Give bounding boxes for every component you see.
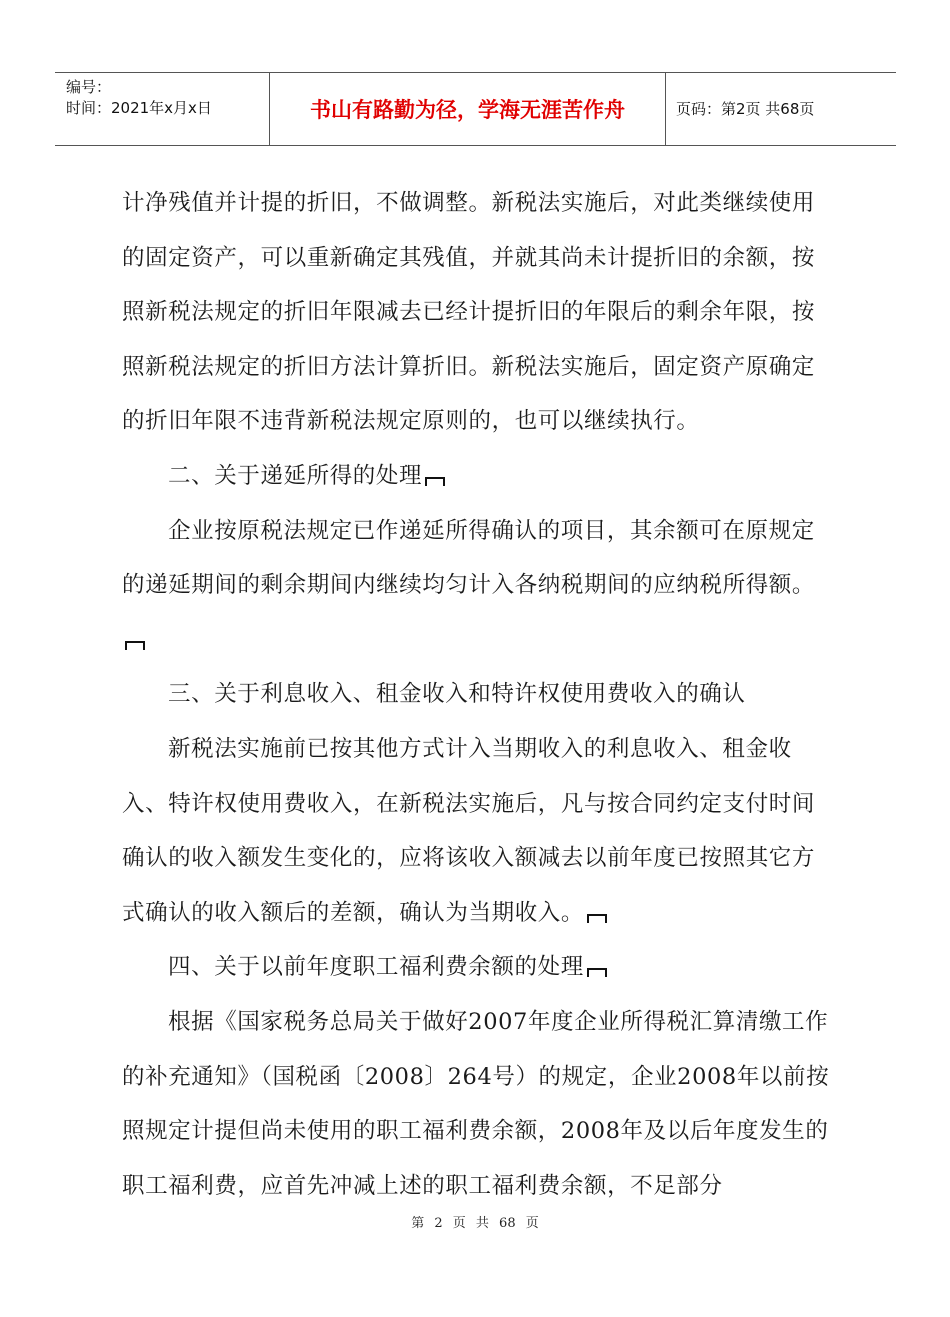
document-body [122,176,834,1213]
paragraph-welfare-balance: 根据《国家税务总局关于做好2007年度企业所得税汇算清缴工作的补充通知》（国税函〔2008〕264号）的规定，企业2008年以前按照规定计提但尚未使用的职工福利费余额，2008年及以后年度发生的职工福利费，应首先冲减上述的职工福利费余额，不足部分 [122,1008,830,1199]
header-meta [66,77,266,119]
document-code-label: 编号： [66,78,112,96]
heading-welfare-balance: 四、关于以前年度职工福利费余额的处理 [122,940,834,995]
paragraph-deferred-income: 企业按原税法规定已作递延所得确认的项目，其余额可在原规定的递延期间的剩余期间内继续均匀计入各纳税期间的应纳税所得额。 [122,504,834,668]
paragraph-mark-icon [425,477,445,486]
document-date-label: 时间：2021年x月x日 [66,99,212,117]
paragraph-interest-rent-royalty: 新税法实施前已按其他方式计入当期收入的利息收入、租金收入、特许权使用费收入，在新税法实施后，凡与按合同约定支付时间确认的收入额发生变化的，应将该收入额减去以前年度已按照其它方式确认的收入额后的差额，确认为当期收入。 [122,735,816,926]
paragraph-mark-icon [587,914,607,923]
header-bottom-rule [55,145,896,146]
heading-interest-rent-royalty: 三、关于利息收入、租金收入和特许权使用费收入的确认 [168,681,746,708]
page-footer: 第 2 页 共 68 页 [411,1216,539,1231]
header-page-label: 页码：第2页 共68页 [676,100,815,118]
paragraph-mark-icon [587,968,607,977]
heading-deferred-income: 二、关于递延所得的处理 [122,449,834,504]
paragraph-depreciation-continued: 计净残值并计提的折旧，不做调整。新税法实施后，对此类继续使用的固定资产，可以重新确定其残值，并就其尚未计提折旧的余额，按照新税法规定的折旧年限减去已经计提折旧的年限后的剩余年限，按照新税法规定的折旧方法计算折旧。新税法实施后，固定资产原确定的折旧年限不违背新税法规定原则的，也可以继续执行。 [122,190,816,435]
header-motto: 书山有路勤为径，学海无涯苦作舟 [310,97,625,122]
paragraph-mark-icon [125,641,145,650]
